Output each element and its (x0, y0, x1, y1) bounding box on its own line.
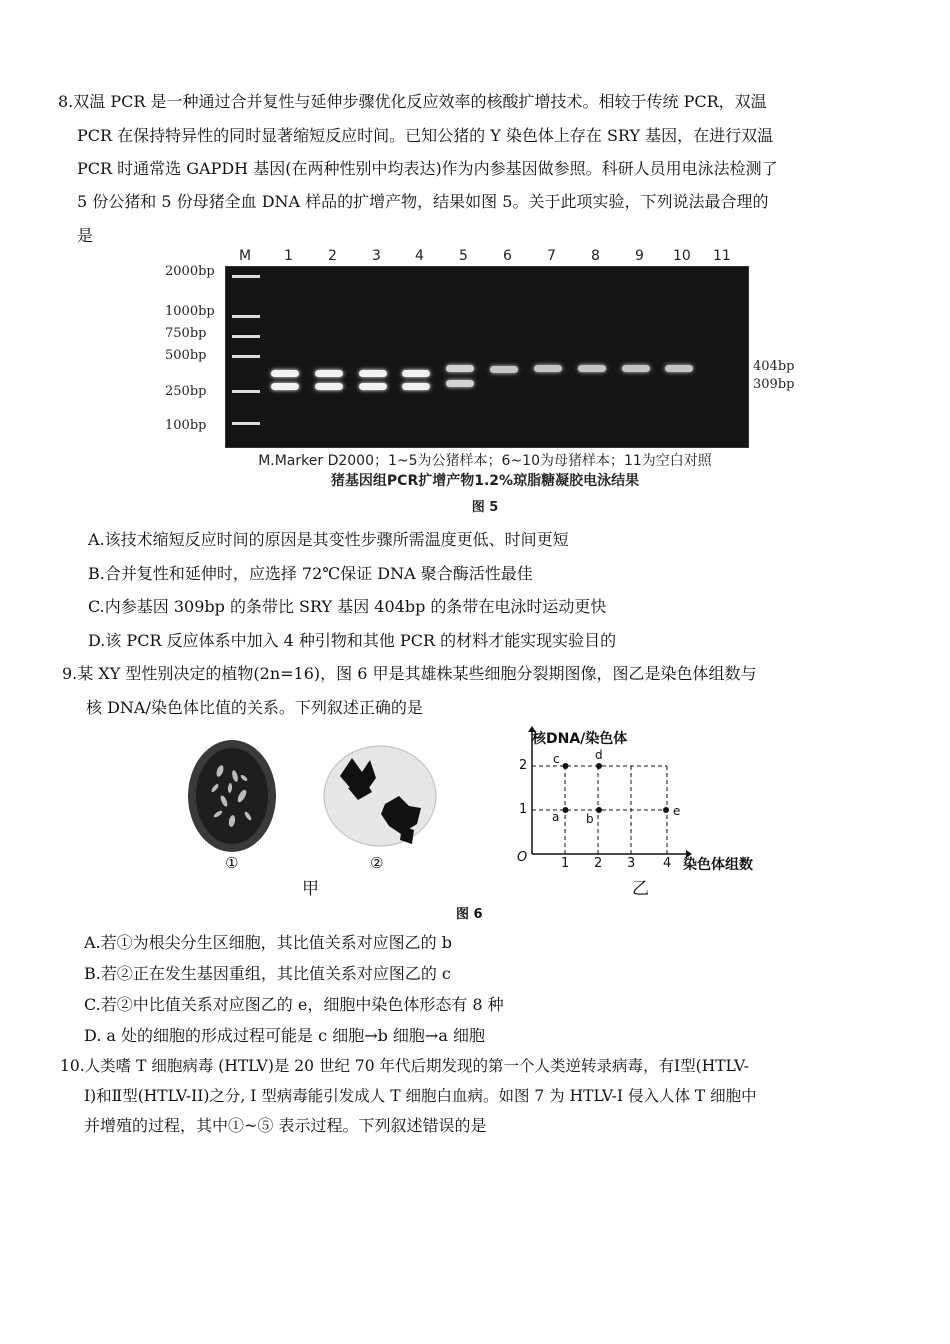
fig5-caption-line2: 猪基因组PCR扩增产物1.2%琼脂糖凝胶电泳结果 (330, 473, 640, 489)
cell-2-label: ② (370, 854, 384, 872)
bp-label-2000: 2000bp (165, 264, 215, 279)
band-lane1-404 (271, 370, 299, 377)
lane-label-2: 2 (328, 248, 337, 264)
band-lane5-309 (446, 380, 474, 387)
band-lane10 (665, 365, 693, 372)
lane-label-7: 7 (547, 248, 556, 264)
ladder-band-2000 (232, 275, 260, 278)
x-axis-label: 染色体组数 (683, 857, 753, 873)
band-lane2-404 (315, 370, 343, 377)
x-tick-4: 4 (663, 856, 672, 871)
bp-label-500: 500bp (165, 348, 207, 363)
band-lane3-309 (359, 383, 387, 390)
band-lane8 (578, 365, 606, 372)
bp-label-309: 309bp (753, 377, 795, 392)
point-label-e: e (673, 804, 681, 818)
figure-6 (180, 726, 780, 926)
ladder-band-250 (232, 390, 260, 393)
q8-line-2: PCR 在保持特异性的同时显著缩短反应时间。已知公猪的 Y 染色体上存在 SRY 基因，在进行双温 (77, 126, 774, 145)
x-tick-1: 1 (561, 856, 570, 871)
lane-label-M: M (239, 248, 252, 264)
q10-line-3: 并增殖的过程，其中①~⑤ 表示过程。下列叙述错误的是 (84, 1116, 487, 1135)
cell-2-image (324, 746, 436, 846)
q9-line-1: 9.某 XY 型性别决定的植物(2n=16)，图 6 甲是其雄株某些细胞分裂期图像，图乙是染色体组数与 (62, 664, 757, 683)
q8-option-b: B.合并复性和延伸时，应选择 72℃保证 DNA 聚合酶活性最佳 (88, 564, 533, 583)
q9-option-a: A.若①为根尖分生区细胞，其比值关系对应图乙的 b (84, 933, 452, 952)
lane-label-8: 8 (591, 248, 600, 264)
ladder-band-500 (232, 355, 260, 358)
point-label-c: c (553, 752, 560, 766)
ladder-band-100 (232, 422, 260, 425)
band-lane4-309 (402, 383, 430, 390)
chart-point-a (563, 807, 569, 813)
chart-point-d (596, 763, 602, 769)
band-lane2-309 (315, 383, 343, 390)
point-label-d: d (595, 748, 603, 762)
fig5-caption-line1: M.Marker D2000；1~5为公猪样本；6~10为母猪样本；11为空白对照 (258, 453, 712, 469)
point-label-b: b (586, 812, 594, 826)
lane-label-4: 4 (415, 248, 424, 264)
point-label-a: a (552, 810, 560, 824)
cell-1-image (188, 740, 276, 852)
q9-option-d: D. a 处的细胞的形成过程可能是 c 细胞→b 细胞→a 细胞 (84, 1026, 485, 1045)
yi-label: 乙 (632, 879, 649, 899)
q8-line-5: 是 (77, 226, 94, 245)
q10-line-2: I)和Ⅱ型(HTLV-II)之分, I 型病毒能引发成人 T 细胞白血病。如图 7 为 HTLV-I 侵入人体 T 细胞中 (84, 1087, 757, 1105)
chart-point-e (663, 807, 669, 813)
band-lane1-309 (271, 383, 299, 390)
q9-option-c: C.若②中比值关系对应图乙的 e，细胞中染色体形态有 8 种 (84, 995, 504, 1014)
origin-label: O (517, 850, 528, 865)
band-lane3-404 (359, 370, 387, 377)
q10-line-1: 10.人类嗜 T 细胞病毒 (HTLV)是 20 世纪 70 年代后期发现的第一个人类逆转录病毒，有Ⅰ型(HTLV- (60, 1057, 750, 1075)
q9-option-b: B.若②正在发生基因重组，其比值关系对应图乙的 c (84, 964, 451, 983)
q9-line-2: 核 DNA/染色体比值的关系。下列叙述正确的是 (86, 698, 423, 717)
bp-label-750: 750bp (165, 326, 207, 341)
cell-1-label: ① (225, 854, 239, 872)
lane-label-11: 11 (713, 248, 731, 264)
q8-option-d: D.该 PCR 反应体系中加入 4 种引物和其他 PCR 的材料才能实现实验目的 (88, 631, 617, 650)
q8-option-a: A.该技术缩短反应时间的原因是其变性步骤所需温度更低、时间更短 (88, 530, 569, 549)
ladder-band-750 (232, 335, 260, 338)
q8-line-4: 5 份公猪和 5 份母猪全血 DNA 样品的扩增产物，结果如图 5。关于此项实验，下列说法最合理的 (77, 192, 769, 211)
gel-image (225, 266, 749, 448)
lane-label-5: 5 (459, 248, 468, 264)
ladder-band-1000 (232, 315, 260, 318)
q8-option-c: C.内参基因 309bp 的条带比 SRY 基因 404bp 的条带在电泳时运动更快 (88, 597, 607, 616)
bp-label-250: 250bp (165, 384, 207, 399)
band-lane9 (622, 365, 650, 372)
bp-label-100: 100bp (165, 418, 207, 433)
y-axis-label: 核DNA/染色体 (532, 731, 628, 747)
y-tick-2: 2 (519, 758, 528, 773)
bp-label-404: 404bp (753, 359, 795, 374)
chart-points (563, 763, 670, 813)
figure-5-gel (165, 246, 805, 516)
lane-label-9: 9 (635, 248, 644, 264)
band-lane5-404 (446, 365, 474, 372)
lane-label-6: 6 (503, 248, 512, 264)
jia-label: 甲 (302, 879, 319, 899)
chart-point-c (563, 763, 569, 769)
band-lane4-404 (402, 370, 430, 377)
band-lane6 (490, 366, 518, 373)
lane-label-10: 10 (673, 248, 691, 264)
q8-line-3: PCR 时通常选 GAPDH 基因(在两种性别中均表达)作为内参基因做参照。科研人员用电泳法检测了 (77, 159, 778, 178)
q8-line-1: 8.双温 PCR 是一种通过合并复性与延伸步骤优化反应效率的核酸扩增技术。相较于传统 PCR，双温 (58, 92, 767, 111)
y-tick-1: 1 (519, 802, 528, 817)
fig6-title: 图 6 (456, 907, 483, 922)
chart-point-b (596, 807, 602, 813)
figure-6-svg (180, 726, 780, 926)
bp-label-1000: 1000bp (165, 304, 215, 319)
lane-label-3: 3 (372, 248, 381, 264)
x-tick-3: 3 (627, 856, 636, 871)
lane-label-1: 1 (284, 248, 293, 264)
fig5-title: 图 5 (471, 500, 499, 515)
band-lane7 (534, 365, 562, 372)
x-tick-2: 2 (594, 856, 603, 871)
